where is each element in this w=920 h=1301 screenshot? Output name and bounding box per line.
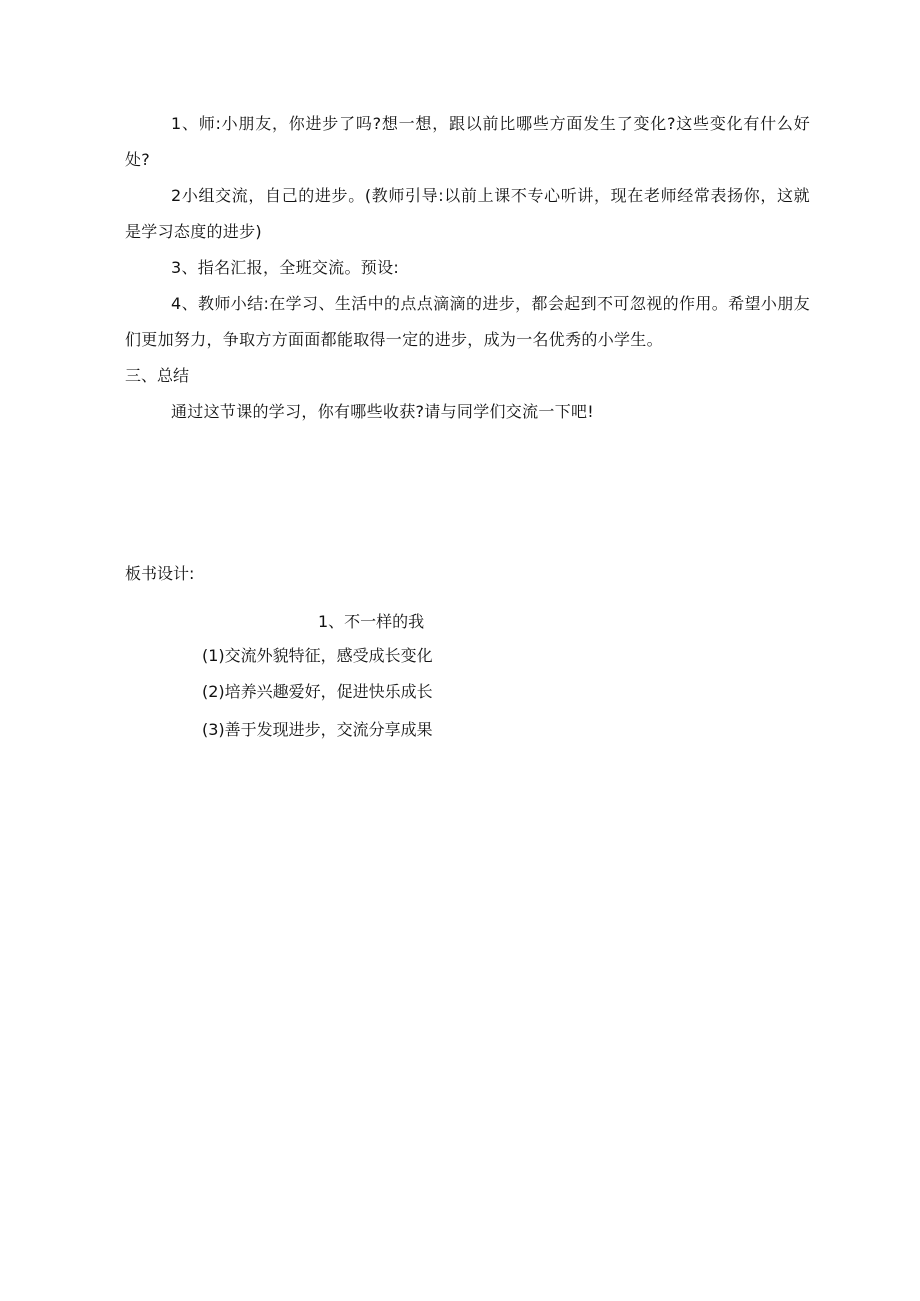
- board-design-item: (3)善于发现进步，交流分享成果: [202, 720, 433, 739]
- board-design-item: (1)交流外貌特征，感受成长变化: [202, 646, 433, 665]
- section-heading-summary: 三、总结: [125, 366, 190, 385]
- paragraph-summary: 通过这节课的学习，你有哪些收获?请与同学们交流一下吧!: [171, 402, 595, 421]
- paragraph-teacher-summary: 4、教师小结:在学习、生活中的点点滴滴的进步，都会起到不可忽视的作用。希望小朋友们更加努力，争取方方面面都能取得一定的进步，成为一名优秀的小学生。: [125, 294, 810, 349]
- board-design-label: 板书设计:: [125, 564, 195, 583]
- paragraph-group-discussion: 2小组交流，自己的进步。(教师引导:以前上课不专心听讲，现在老师经常表扬你，这就是学习态度的进步): [125, 186, 810, 241]
- board-design-item: (2)培养兴趣爱好，促进快乐成长: [202, 682, 433, 701]
- paragraph-teacher-question: 1、师:小朋友，你进步了吗?想一想，跟以前比哪些方面发生了变化?这些变化有什么好处?: [125, 114, 810, 169]
- board-design-title: 1、不一样的我: [318, 612, 425, 631]
- paragraph-report: 3、指名汇报，全班交流。预设:: [171, 258, 400, 277]
